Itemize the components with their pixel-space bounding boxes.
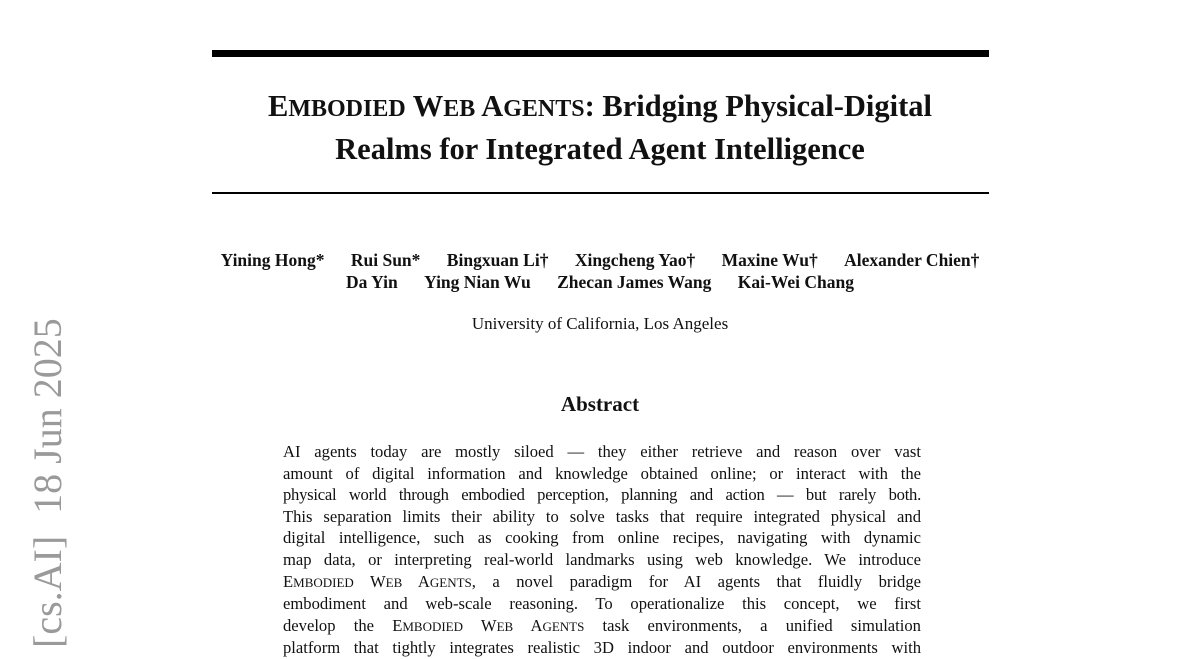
abstract-line: embodiment and web-scale reasoning. To operationalize this concept, we first [283,594,921,614]
author-name: Rui Sun* [350,250,421,270]
title-line-2: Realms for Integrated Agent Intelligence [335,132,865,166]
author-list [100,249,1100,293]
author-name: Maxine Wu† [721,250,818,270]
author-line-1 [100,249,1100,271]
author-name: Yining Hong* [220,250,325,270]
author-name: Xingcheng Yao† [574,250,696,270]
abstract-line: EMBODIED WEB AGENTS, a novel paradigm for AI agents that fluidly bridge [283,571,922,591]
abstract-line: This separation limits their ability to solve tasks that require integrated physical and [283,506,921,526]
author-name: Kai-Wei Chang [737,272,854,292]
arxiv-category: [cs.AI] [25,535,70,648]
arxiv-date: 18 Jun 2025 [25,318,70,514]
title-line-1: EMBODIED WEB AGENTS: Bridging Physical-Digital [268,89,932,123]
author-line-2 [100,271,1100,293]
author-name: Ying Nian Wu [424,272,531,292]
abstract-line: digital intelligence, such as cooking from online recipes, navigating with dynamic [283,528,921,548]
author-name: Bingxuan Li† [446,250,549,270]
affiliation: University of California, Los Angeles [471,314,729,333]
abstract-line: platform that tightly integrates realistic 3D indoor and outdoor environments with [283,638,921,658]
top-rule [212,50,989,57]
abstract-line: develop the EMBODIED WEB AGENTS task environments, a unified simulation [283,615,921,635]
author-name: Zhecan James Wang [557,272,712,292]
abstract-line: AI agents today are mostly siloed — they either retrieve and reason over vast [283,442,921,461]
abstract-line: physical world through embodied perception, planning and action — but rarely both. [283,485,921,505]
abstract-heading: Abstract [560,392,640,416]
arxiv-identifier-stamp [25,318,70,648]
title-bottom-rule [212,192,989,194]
abstract-line: amount of digital information and knowledge obtained online; or interact with the [283,463,921,483]
abstract-line: map data, or interpreting real-world landmarks using web knowledge. We introduce [283,549,921,569]
abstract-body [283,441,921,659]
paper-title [150,86,1050,169]
author-name: Da Yin [346,272,398,292]
author-name: Alexander Chien† [844,250,980,270]
